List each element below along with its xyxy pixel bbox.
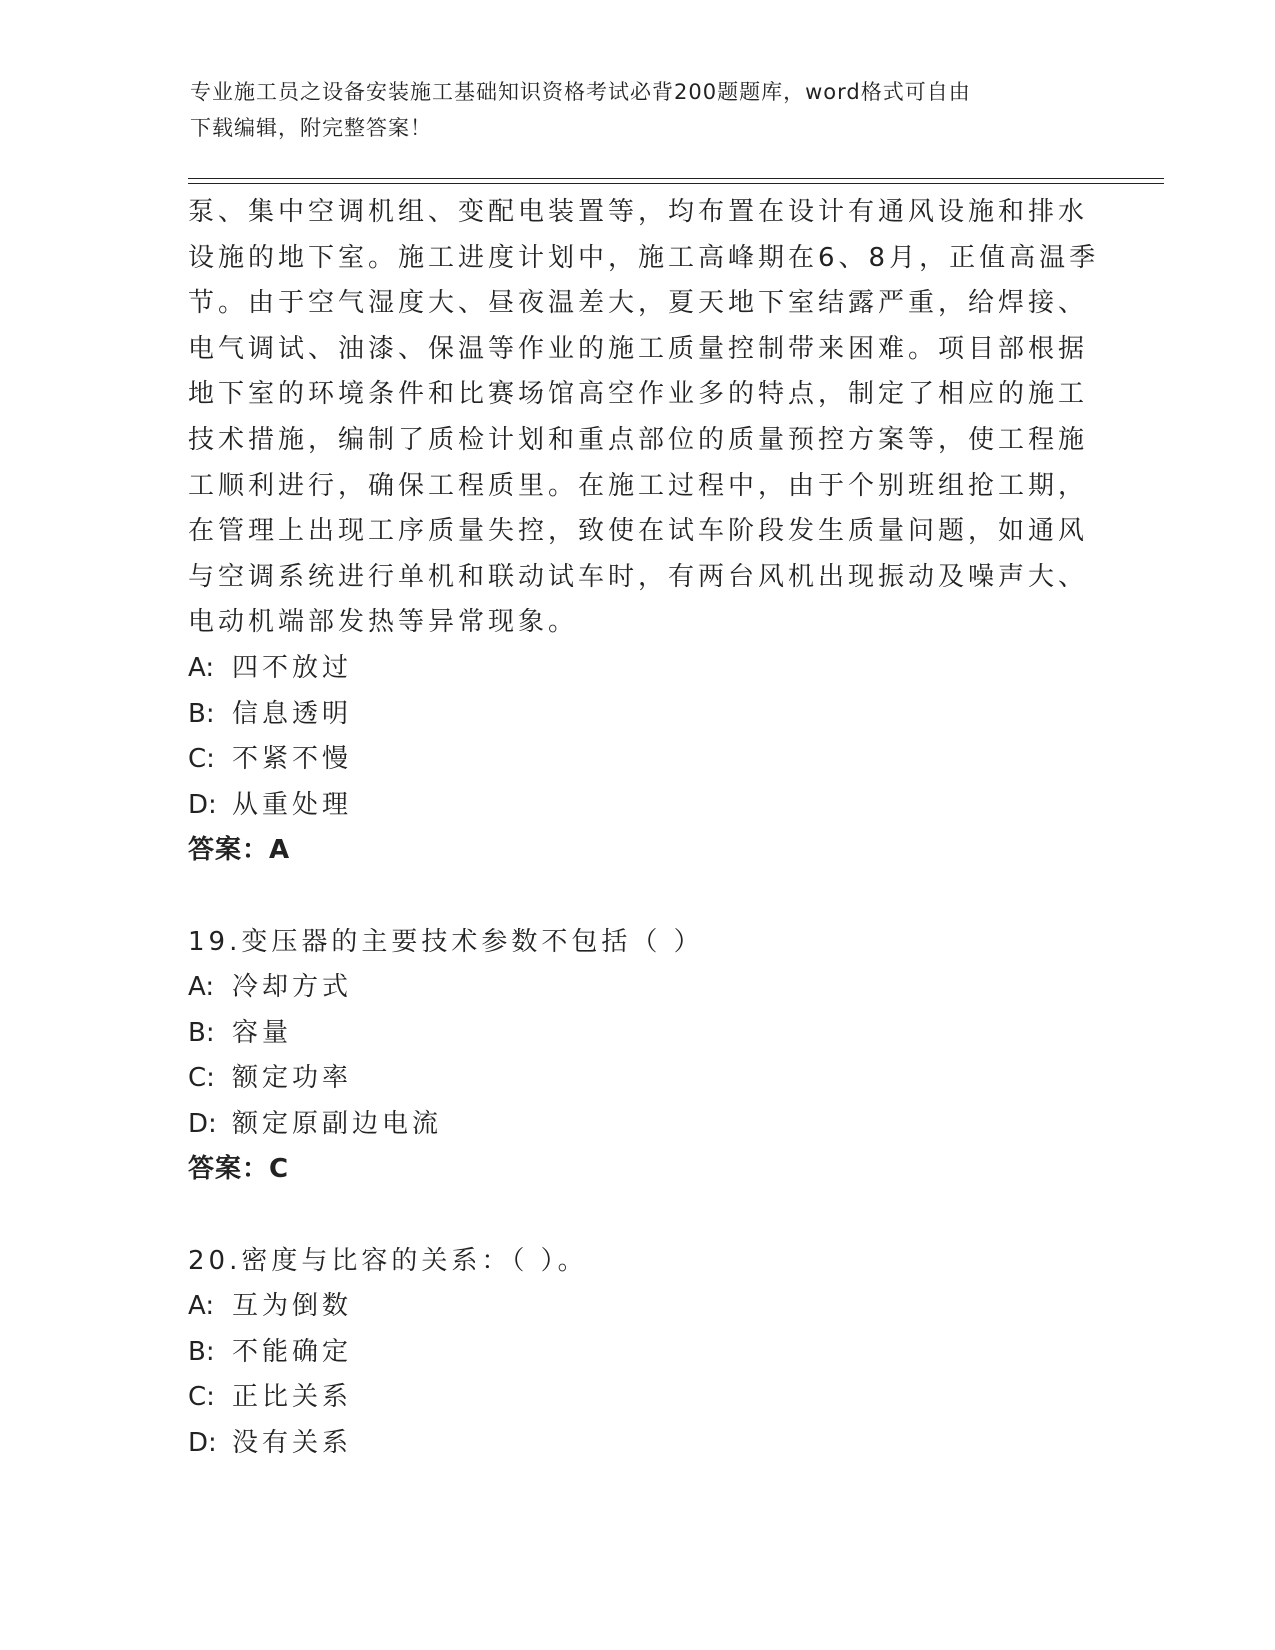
option-text: 没有关系 — [232, 1428, 353, 1459]
document-body — [188, 190, 1108, 1467]
option-text: 额定功率 — [232, 1063, 353, 1094]
option-c — [188, 1056, 1108, 1102]
option-c — [188, 737, 1108, 783]
spacer — [188, 874, 1108, 920]
option-text: 容量 — [232, 1017, 293, 1048]
question-20-options — [188, 1284, 1108, 1466]
option-key: C: — [188, 1382, 215, 1413]
passage-line: 节。由于空气湿度大、昼夜温差大，夏天地下室结露严重，给焊接、 — [188, 288, 1089, 319]
option-key: C: — [188, 744, 215, 775]
option-text: 额定原副边电流 — [232, 1108, 443, 1139]
question-19-options — [188, 965, 1108, 1147]
option-text: 冷却方式 — [232, 972, 353, 1003]
answer-19: 答案：C — [188, 1154, 290, 1185]
option-a — [188, 1284, 1108, 1330]
option-a — [188, 965, 1108, 1011]
spacer — [188, 1193, 1108, 1239]
passage-line: 设施的地下室。施工进度计划中，施工高峰期在6、8月，正值高温季 — [188, 242, 1100, 273]
option-key: B: — [188, 698, 215, 729]
option-d — [188, 1102, 1108, 1148]
option-c — [188, 1375, 1108, 1421]
header-divider-bottom — [188, 183, 1164, 184]
option-text: 从重处理 — [232, 789, 353, 820]
option-d — [188, 1421, 1108, 1467]
passage-line: 在管理上出现工序质量失控，致使在试车阶段发生质量问题，如通风 — [188, 516, 1089, 547]
question-18-passage — [188, 190, 1108, 646]
option-key: C: — [188, 1063, 215, 1094]
option-text: 互为倒数 — [232, 1291, 353, 1322]
passage-line: 泵、集中空调机组、变配电装置等，均布置在设计有通风设施和排水 — [188, 197, 1089, 227]
option-text: 不紧不慢 — [232, 744, 353, 775]
option-key: A: — [188, 652, 215, 683]
passage-line: 电动机端部发热等异常现象。 — [188, 607, 579, 638]
option-key: A: — [188, 972, 215, 1003]
header-divider-top — [188, 178, 1164, 179]
option-key: B: — [188, 1336, 215, 1367]
option-key: D: — [188, 1108, 217, 1139]
option-b — [188, 692, 1108, 738]
header-line-2: 下载编辑，附完整答案！ — [190, 116, 432, 140]
question-18-options — [188, 646, 1108, 828]
option-key: D: — [188, 789, 217, 820]
header-line-1: 专业施工员之设备安装施工基础知识资格考试必背200题题库，word格式可自由 — [190, 80, 971, 104]
option-key: D: — [188, 1428, 217, 1459]
option-text: 信息透明 — [232, 698, 353, 729]
passage-line: 工顺利进行，确保工程质里。在施工过程中，由于个别班组抢工期， — [188, 470, 1089, 501]
passage-line: 电气调试、油漆、保温等作业的施工质量控制带来困难。项目部根据 — [188, 333, 1089, 364]
document-header — [190, 74, 1090, 146]
option-b — [188, 1011, 1108, 1057]
option-a — [188, 646, 1108, 692]
passage-line: 与空调系统进行单机和联动试车时，有两台风机出现振动及噪声大、 — [188, 561, 1089, 592]
option-b — [188, 1330, 1108, 1376]
option-key: B: — [188, 1017, 215, 1048]
option-text: 四不放过 — [232, 652, 353, 683]
option-text: 正比关系 — [232, 1382, 353, 1413]
answer-18: 答案：A — [188, 835, 291, 866]
option-text: 不能确定 — [232, 1336, 353, 1367]
question-19-text: 19.变压器的主要技术参数不包括（ ） — [188, 926, 704, 957]
passage-line: 技术措施，编制了质检计划和重点部位的质量预控方案等，使工程施 — [188, 424, 1089, 455]
option-key: A: — [188, 1291, 215, 1322]
passage-line: 地下室的环境条件和比赛场馆高空作业多的特点，制定了相应的施工 — [188, 379, 1089, 410]
option-d — [188, 783, 1108, 829]
question-20-text: 20.密度与比容的关系：（ ）。 — [188, 1245, 588, 1276]
